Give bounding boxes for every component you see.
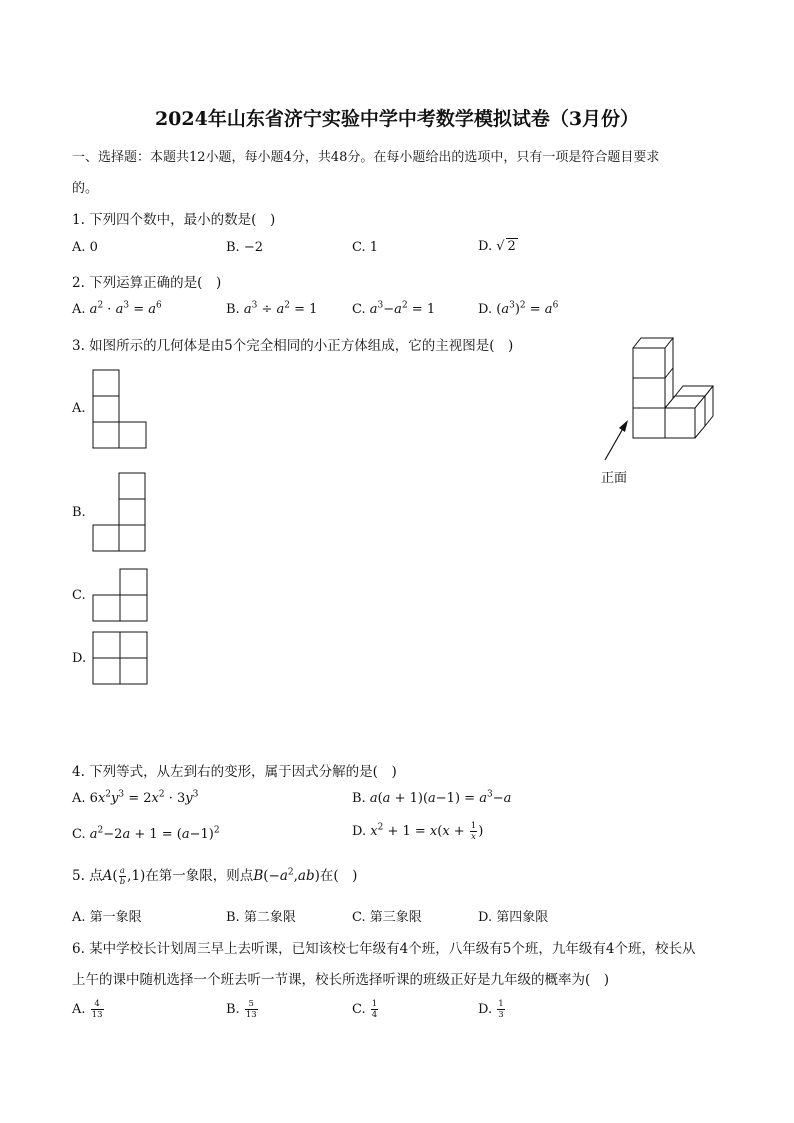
q2-option-b: B. $a^3 \div a^2 = 1$ bbox=[226, 300, 318, 317]
q6-option-d: D. $\frac{1}{3}$ bbox=[478, 999, 504, 1020]
question-2-stem: 2. 下列运算正确的是( ) bbox=[72, 275, 222, 291]
q1-option-d: D. √ 2 bbox=[478, 239, 516, 254]
q5-option-a: A. 第一象限 bbox=[72, 910, 142, 925]
q1-option-c: C. 1 bbox=[352, 240, 379, 255]
q1-option-a: A. 0 bbox=[72, 240, 98, 255]
q4-option-c: C. $a^2-2a + 1 = (a-1)^2$ bbox=[72, 825, 220, 842]
question-5-stem: 5. 点A( $\frac{a}{b}$ ,1)在第一象限，则点$B(-a^2,ab)$在( ) bbox=[72, 866, 358, 887]
q6-option-c: C. $\frac{1}{4}$ bbox=[352, 999, 378, 1020]
question-6-line2: 上午的课中随机选择一个班去听一节课，校长所选择听课的班级正好是九年级的概率为( ) bbox=[72, 972, 610, 988]
q2-option-a: A. $a^2 \cdot a^3 = a^6$ bbox=[72, 300, 162, 317]
question-6-line1: 6. 某中学校长计划周三早上去听课，已知该校七年级有4个班，八年级有5个班，九年级有4个班，校长从 bbox=[72, 941, 696, 957]
front-view-label: 正面 bbox=[601, 471, 628, 486]
q6-option-b: B. $\frac{5}{13}$ bbox=[226, 999, 257, 1020]
q2-option-c: C. $a^3-a^2 = 1$ bbox=[352, 300, 436, 317]
q6-option-a: A. $\frac{4}{13}$ bbox=[72, 999, 103, 1020]
q4-option-d: D. $x^2 + 1 = x(x$ + $\frac{1}{x}$ ) bbox=[352, 821, 484, 842]
question-1-stem: 1. 下列四个数中，最小的数是( ) bbox=[72, 212, 276, 228]
page-title: 2024年山东省济宁实验中学中考数学模拟试卷（3月份） bbox=[154, 108, 640, 130]
q3-option-c-label: C. bbox=[72, 588, 86, 603]
q2-option-d: D. $(a^3)^2 = a^6$ bbox=[478, 300, 559, 317]
q3-option-a-figure bbox=[92, 369, 150, 451]
q5-option-c: C. 第三象限 bbox=[352, 910, 422, 925]
q3-option-b-figure bbox=[92, 472, 150, 554]
q4-option-a: A. $6x^2y^3 = 2x^2 \cdot 3y^3$ bbox=[72, 789, 199, 806]
q5-option-d: D. 第四象限 bbox=[478, 910, 549, 925]
q4-option-b: B. $a(a + 1)(a-1) = a^3-a$ bbox=[352, 789, 512, 806]
question-3-stem: 3. 如图所示的几何体是由5个完全相同的小正方体组成，它的主视图是( ) bbox=[72, 338, 514, 354]
q5-option-b: B. 第二象限 bbox=[226, 910, 296, 925]
question-4-stem: 4. 下列等式，从左到右的变形，属于因式分解的是( ) bbox=[72, 764, 397, 780]
q3-option-d-label: D. bbox=[72, 651, 87, 666]
section-instruction-line2: 的。 bbox=[72, 181, 99, 196]
section-instruction-line1: 一、选择题：本题共12小题，每小题4分，共48分。在每小题给出的选项中，只有一项是符合题目要求 bbox=[72, 150, 660, 165]
q3-option-a-label: A. bbox=[72, 401, 86, 416]
q3-option-c-figure bbox=[92, 568, 152, 624]
q1-option-b: B. −2 bbox=[226, 240, 263, 255]
q3-option-d-figure bbox=[92, 631, 152, 687]
q3-option-b-label: B. bbox=[72, 505, 86, 520]
